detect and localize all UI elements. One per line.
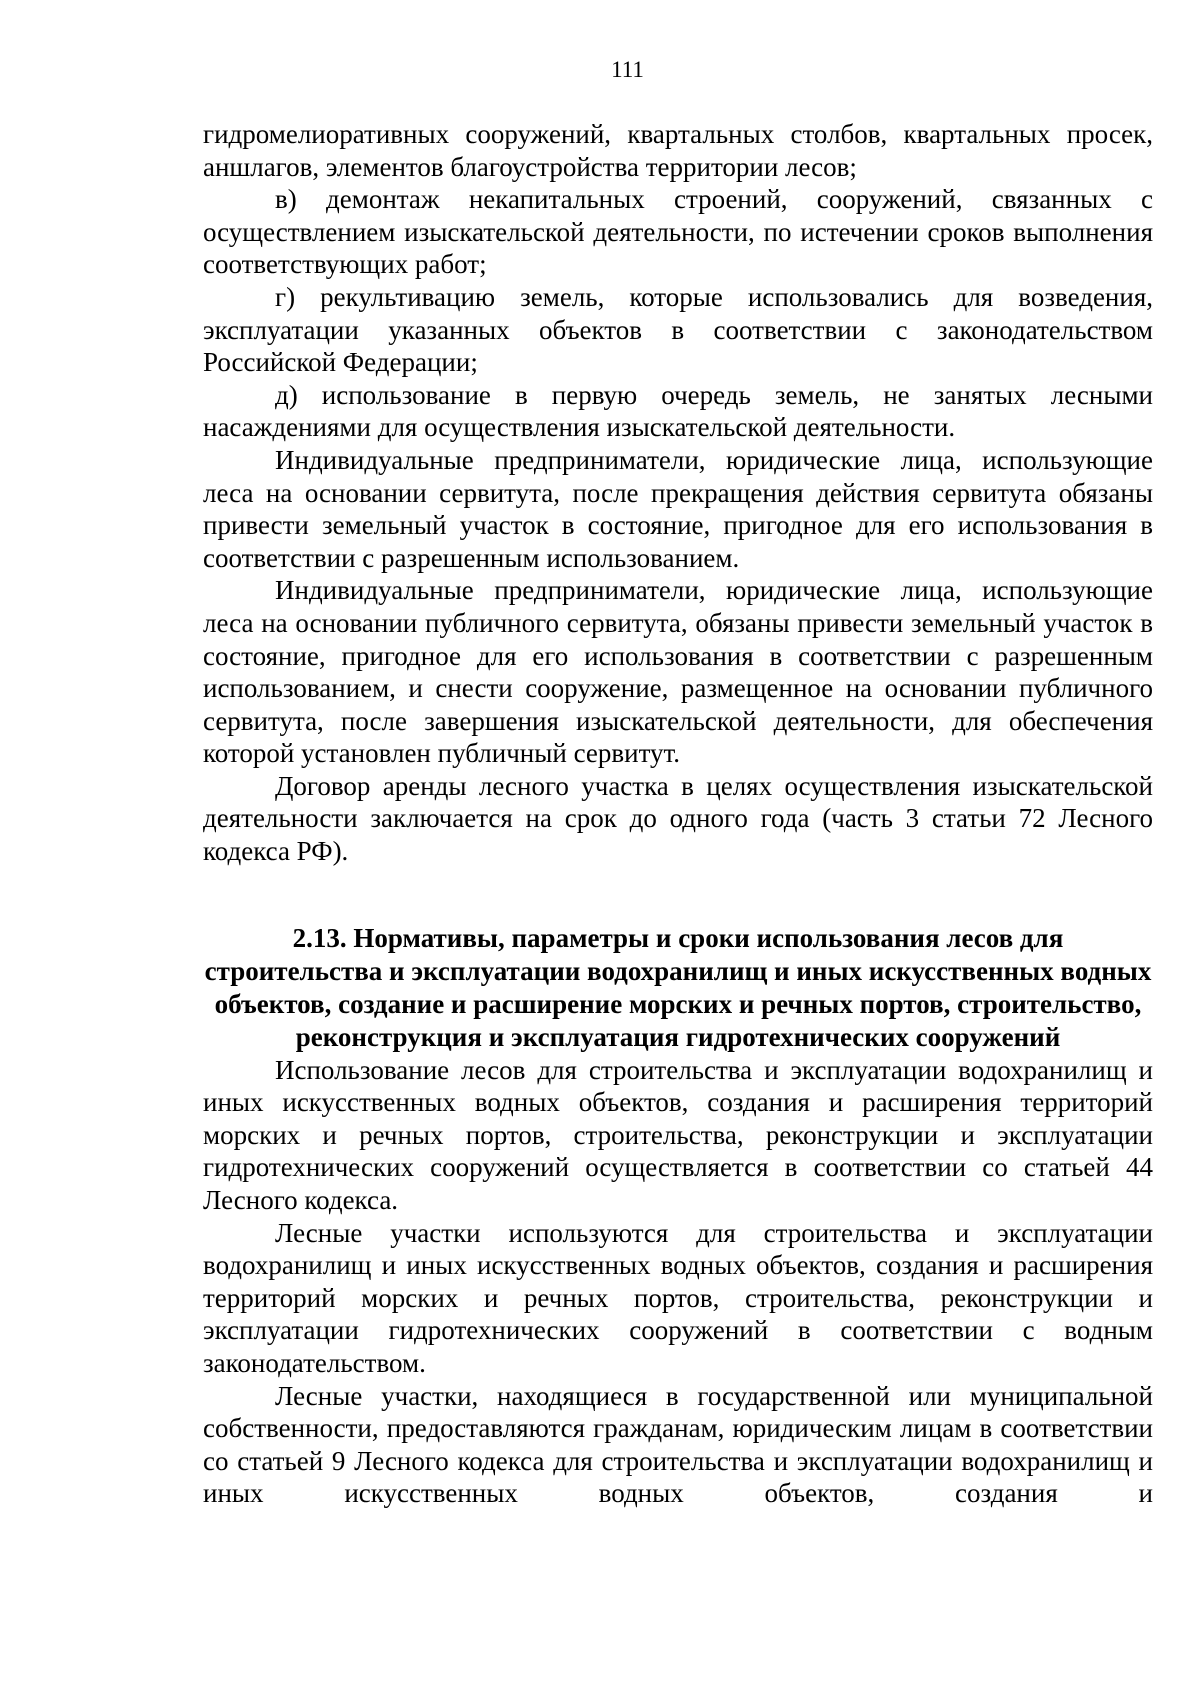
paragraph: Использование лесов для строительства и эксплуатации водохранилищ и иных искусственных водных объектов, создания и расширения территорий морских и речных портов, строительства, реконструкции и эксплуатации гидротехнических сооружений осуществляется в соответствии со статьей 44 Лесного кодекса. bbox=[203, 1054, 1153, 1216]
paragraphs-before-section bbox=[203, 118, 1153, 868]
paragraph: г) рекультивацию земель, которые использовались для возведения, эксплуатации указанных объектов в соответствии с законодательством Российской Федерации; bbox=[203, 281, 1153, 378]
paragraph: Лесные участки используются для строительства и эксплуатации водохранилищ и иных искусственных водных объектов, создания и расширения территорий морских и речных портов, строительства, реконструкции и эксплуатации гидротехнических сооружений в соответствии с водным законодательством. bbox=[203, 1217, 1153, 1378]
paragraph: в) демонтаж некапитальных строений, сооружений, связанных с осуществлением изыскательской деятельности, по истечении сроков выполнения соответствующих работ; bbox=[203, 184, 1153, 280]
paragraph: гидромелиоративных сооружений, квартальных столбов, квартальных просек, аншлагов, элементов благоустройства территории лесов; bbox=[203, 119, 1153, 182]
paragraph: Индивидуальные предприниматели, юридические лица, использующие леса на основании сервитута, после прекращения действия сервитута обязаны привести земельный участок в состояние, пригодное для его использования в соответствии с разрешенным использованием. bbox=[203, 444, 1153, 573]
section-heading: 2.13. Нормативы, параметры и сроки использования лесов для строительства и эксплуатации водохранилищ и иных искусственных водных объектов, создание и расширение морских и речных портов, строительство, реконструкция и эксплуатация гидротехнических сооружений bbox=[204, 922, 1152, 1052]
paragraphs-after-section bbox=[203, 1054, 1153, 1510]
paragraph: д) использование в первую очередь земель, не занятых лесными насаждениями для осуществления изыскательской деятельности. bbox=[203, 379, 1153, 443]
paragraph: Лесные участки, находящиеся в государственной или муниципальной собственности, предоставляются гражданам, юридическим лицам в соответствии со статьей 9 Лесного кодекса для строительства и эксплуатации водохранилищ и иных искусственных водных объектов, создания и bbox=[203, 1380, 1153, 1509]
page-number: 111 bbox=[611, 57, 644, 82]
paragraph: Договор аренды лесного участка в целях осуществления изыскательской деятельности заключается на срок до одного года (часть 3 статьи 72 Лесного кодекса РФ). bbox=[203, 770, 1153, 867]
paragraph: Индивидуальные предприниматели, юридические лица, использующие леса на основании публичного сервитута, обязаны привести земельный участок в состояние, пригодное для его использования в соответствии с разрешенным использованием, и снести сооружение, размещенное на основании публичного сервитута, после завершения изыскательской деятельности, для обеспечения которой установлен публичный сервитут. bbox=[203, 575, 1153, 769]
document-body bbox=[203, 118, 1153, 1510]
